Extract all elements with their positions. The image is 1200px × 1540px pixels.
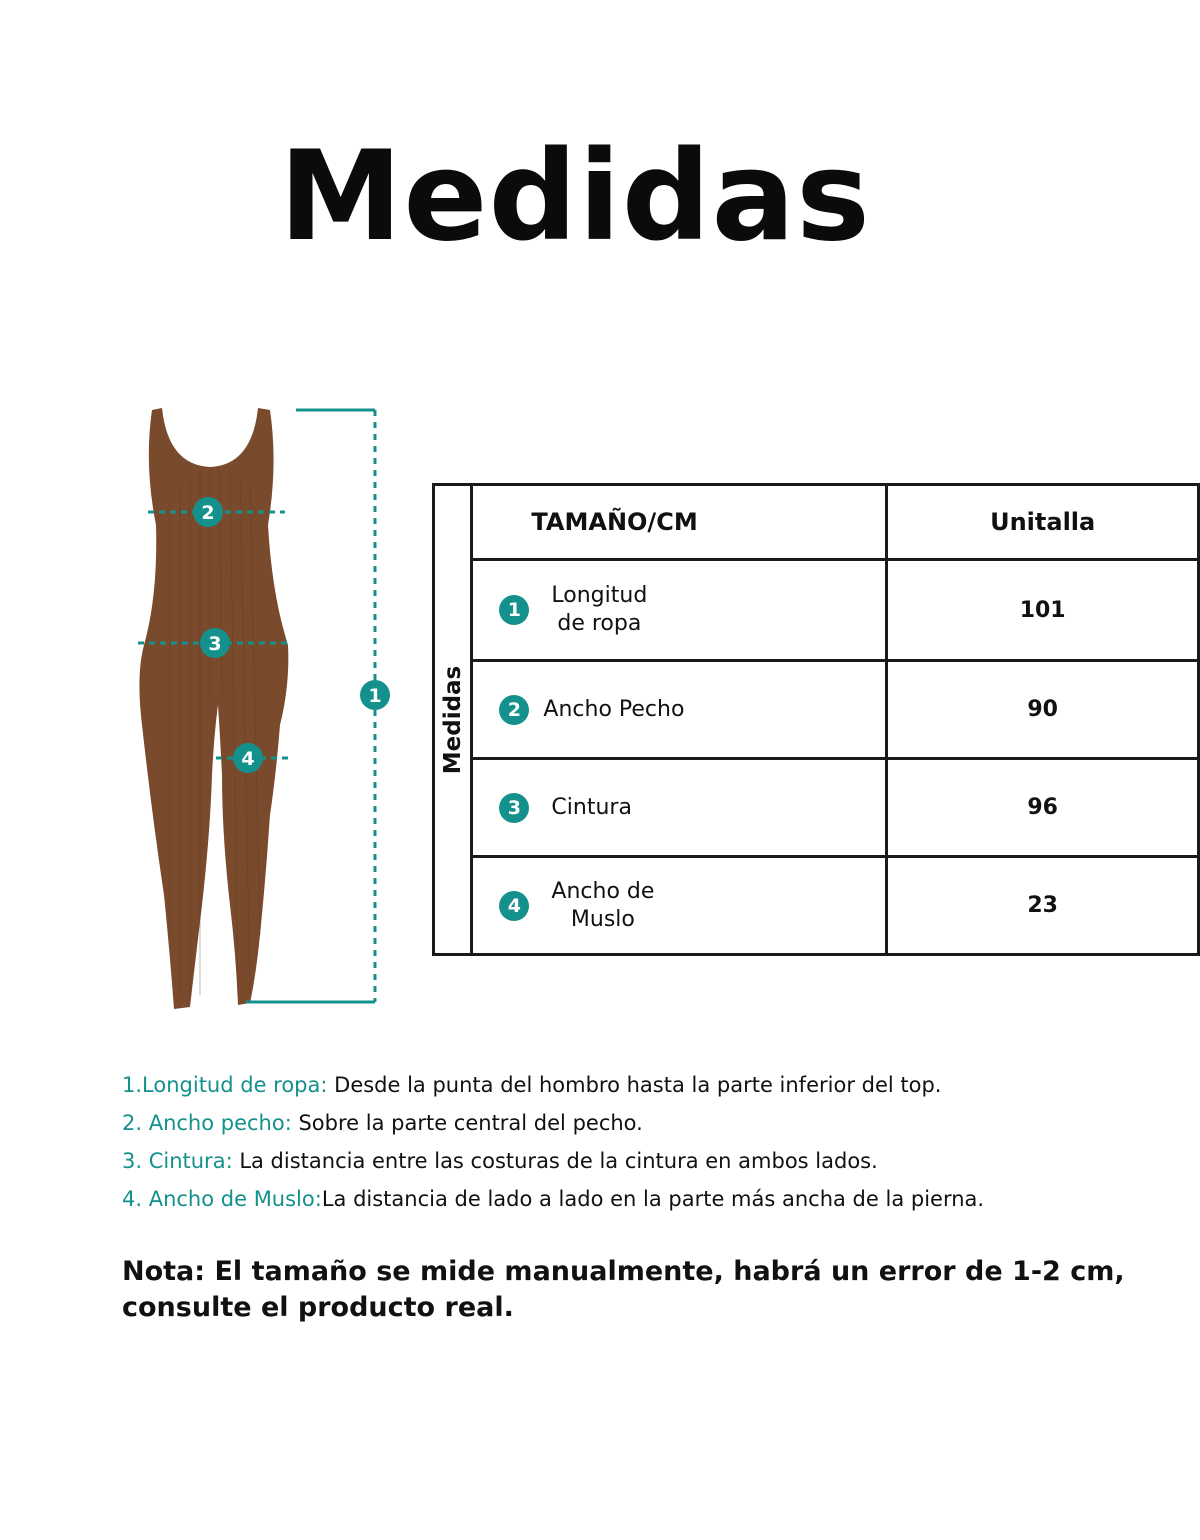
measurement-notes — [122, 1066, 1142, 1218]
marker-4 — [233, 743, 263, 773]
measure-label: Longitud de ropa — [551, 583, 648, 636]
marker-1 — [360, 680, 390, 710]
header-value: Unitalla — [887, 485, 1199, 560]
marker-3 — [200, 628, 230, 658]
number-badge: 2 — [499, 695, 529, 725]
size-table — [432, 483, 1200, 956]
list-item: 2. Ancho pecho: Sobre la parte central del pecho. — [122, 1111, 643, 1135]
measure-label: Ancho Pecho — [543, 696, 685, 722]
measure-value: 90 — [887, 661, 1199, 759]
table-row — [434, 857, 1199, 955]
table-side-label: Medidas — [439, 665, 466, 774]
disclaimer-note: Nota: El tamaño se mide manualmente, habrá un error de 1-2 cm, consulte el producto real. — [122, 1256, 1125, 1323]
measure-value: 23 — [887, 857, 1199, 955]
number-badge: 4 — [499, 891, 529, 921]
number-badge: 1 — [499, 595, 529, 625]
measure-value: 101 — [887, 560, 1199, 661]
list-item: 3. Cintura: La distancia entre las costuras de la cintura en ambos lados. — [122, 1149, 878, 1173]
measure-value: 96 — [887, 759, 1199, 857]
table-row — [434, 661, 1199, 759]
svg-text:4: 4 — [241, 748, 255, 770]
list-item: 1.Longitud de ropa: Desde la punta del hombro hasta la parte inferior del top. — [122, 1073, 942, 1097]
page-title: Medidas — [278, 125, 871, 269]
garment-figure — [100, 395, 420, 1035]
marker-2 — [193, 497, 223, 527]
number-badge: 3 — [499, 793, 529, 823]
measure-label: Ancho de Muslo — [551, 878, 655, 932]
svg-text:2: 2 — [201, 502, 215, 524]
jumpsuit-illustration — [139, 408, 288, 1009]
table-row — [434, 560, 1199, 661]
svg-text:3: 3 — [208, 633, 222, 655]
list-item: 4. Ancho de Muslo:La distancia de lado a lado en la parte más ancha de la pierna. — [122, 1187, 985, 1211]
measure-label: Cintura — [551, 794, 632, 820]
table-row — [434, 759, 1199, 857]
svg-text:1: 1 — [368, 685, 382, 707]
header-size: TAMAÑO/CM — [472, 485, 887, 560]
table-side-cell — [434, 485, 472, 955]
